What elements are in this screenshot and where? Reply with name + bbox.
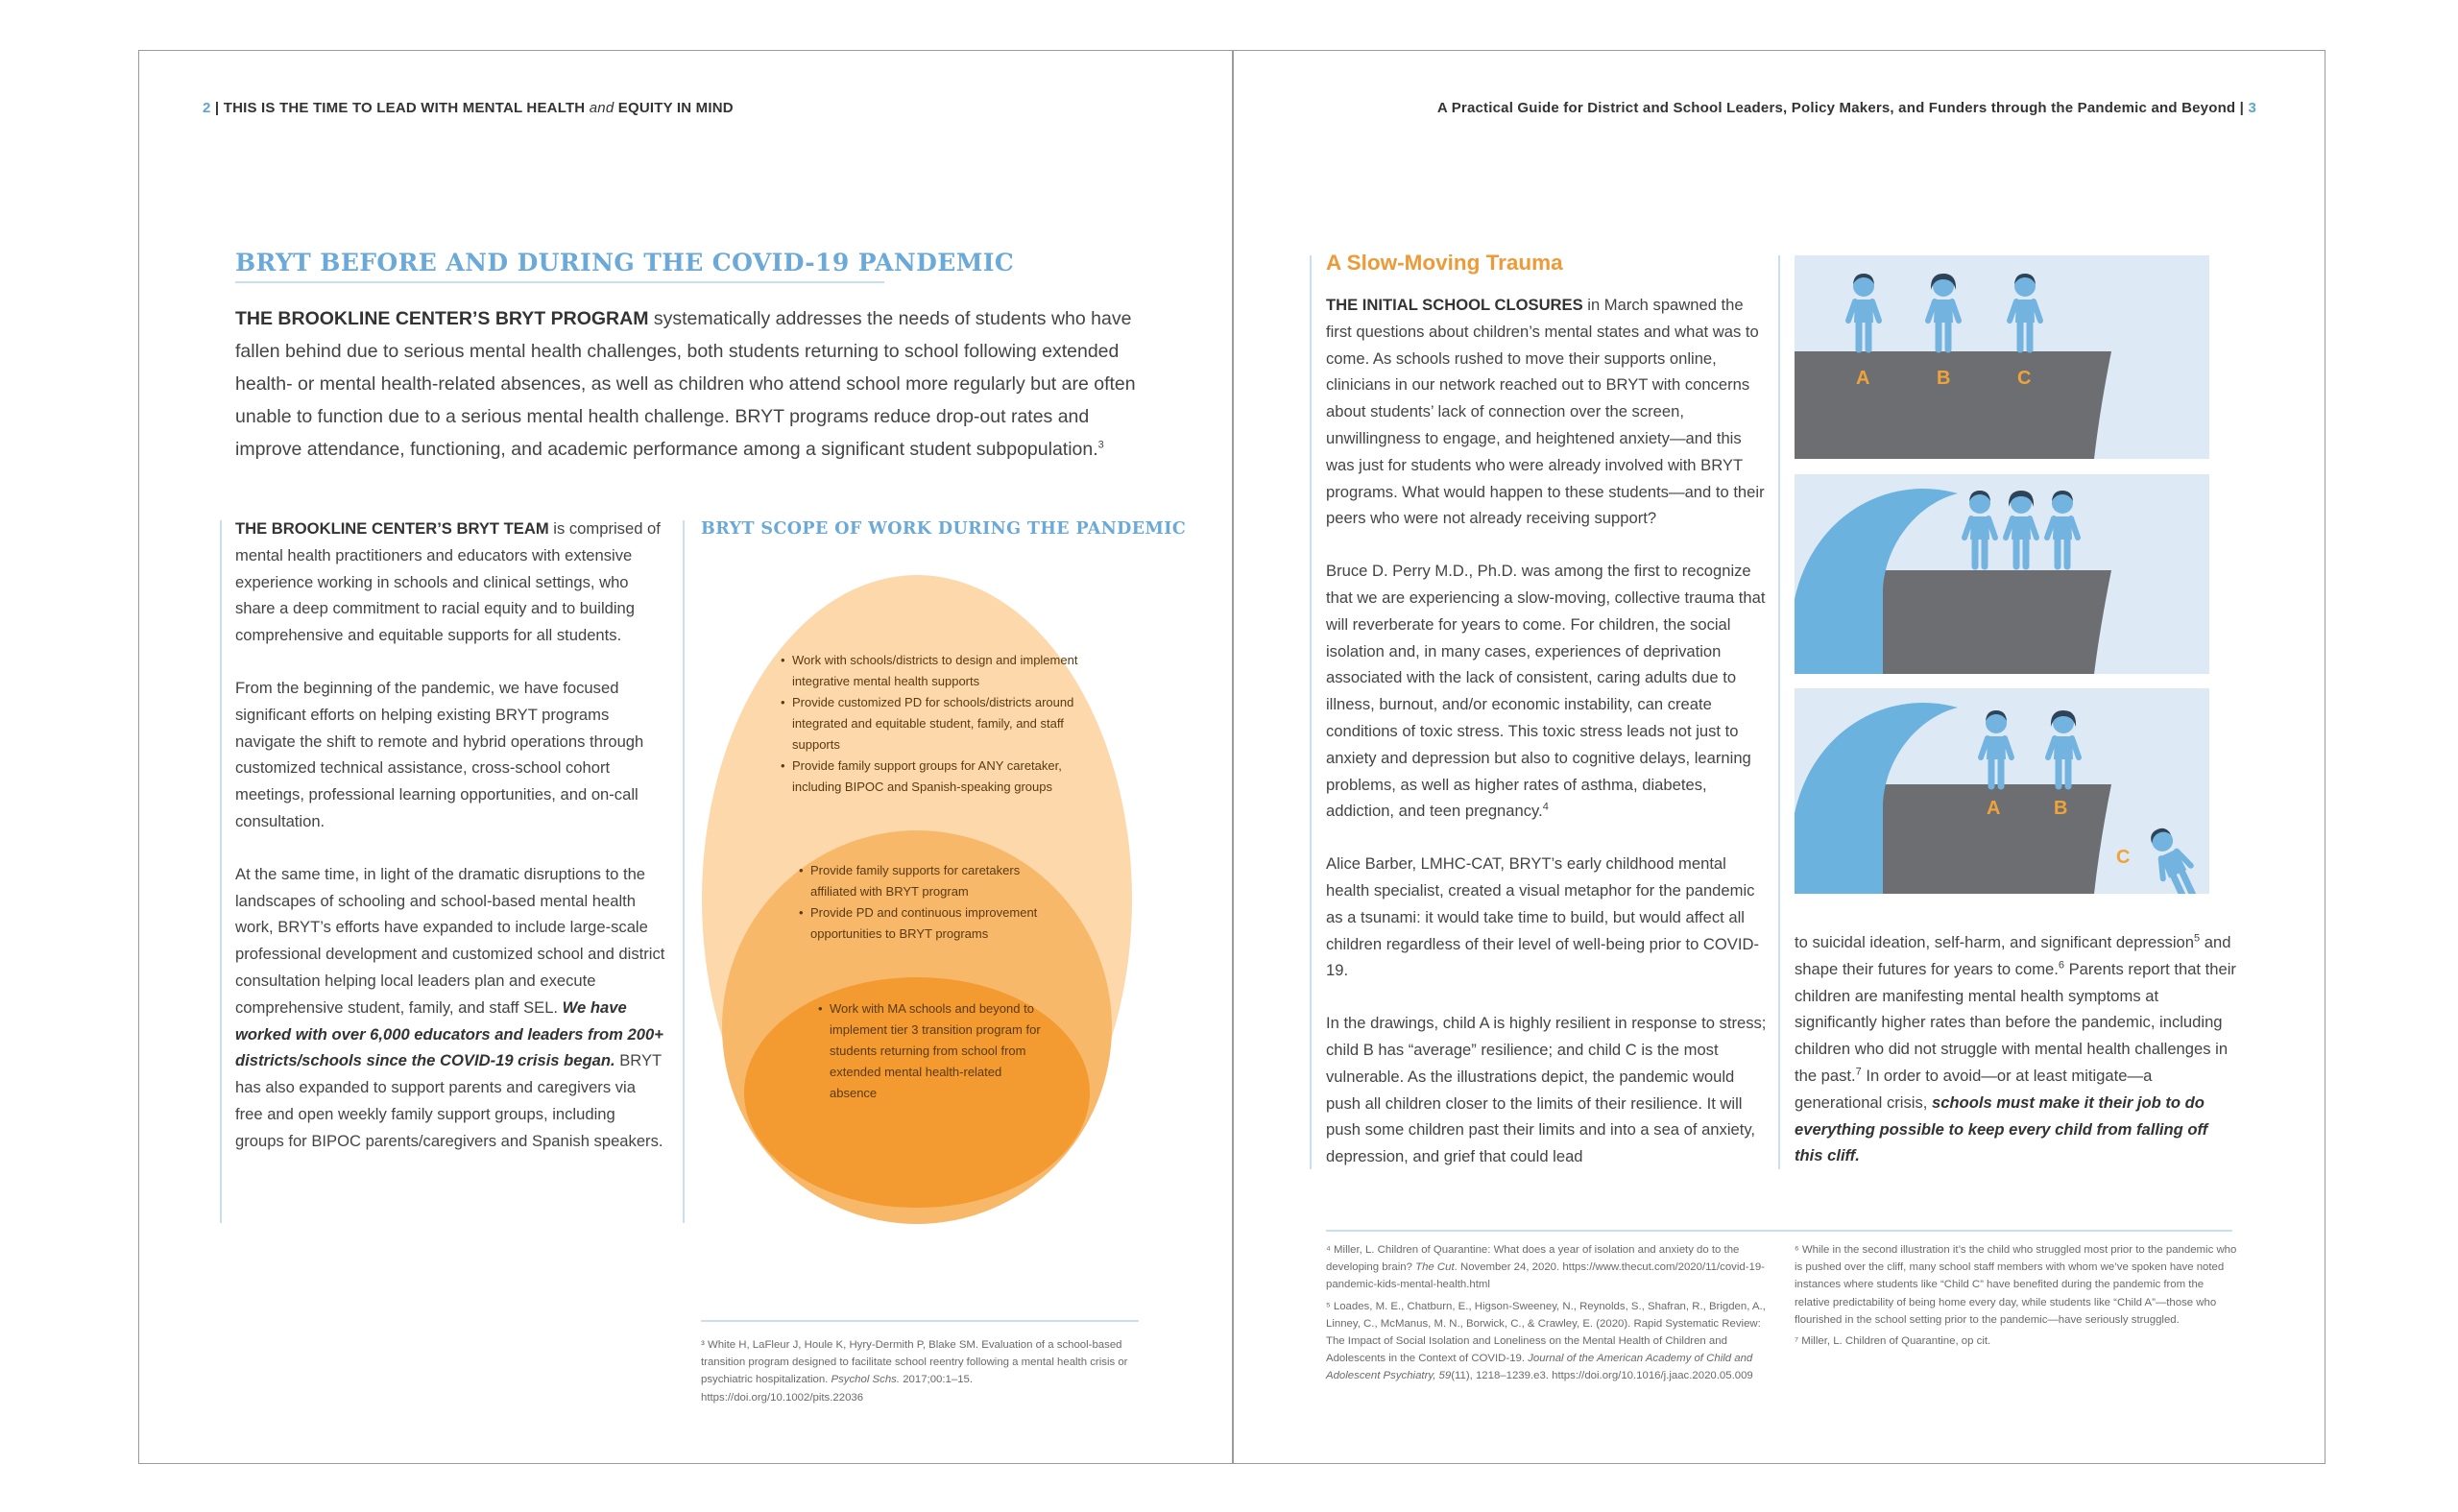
cliff: [1795, 351, 2111, 459]
footnote-4-text: ⁴ Miller, L. Children of Quarantine: What does a year of isolation and anxiety do to the developing brain?: [1326, 1244, 1740, 1274]
trauma-column-2: [1795, 929, 2238, 1195]
intro-paragraph: [235, 302, 1138, 466]
col2-emphasis: schools must make it their job to do everything possible to keep every child from falling off this cliff.: [1795, 1092, 2208, 1165]
team-paragraph-3: [235, 861, 667, 1155]
team-p3-text2: BRYT has also expanded to support parents and caregivers via free and open weekly family support groups, including groups for BIPOC parents/caregivers and Spanish speakers.: [235, 1051, 663, 1150]
trauma-paragraph-2: [1326, 558, 1770, 825]
left-footnote-rule: [701, 1320, 1139, 1322]
child-a-figure: [1981, 710, 2012, 786]
child-legs: [2016, 540, 2026, 566]
child-b-figure: [2048, 710, 2079, 786]
child-figure: [2006, 491, 2036, 566]
col2-text-3: Parents report that their children are manifesting mental health symptoms at significantly higher rates than before the pandemic, including children who did not struggle with mental health challenges in the past.: [1795, 959, 2236, 1085]
col2-text-2: and shape their futures for years to come.: [1795, 933, 2231, 978]
right-col2-rule: [1778, 255, 1780, 1169]
trauma-paragraph-3: Alice Barber, LMHC-CAT, BRYT’s early childhood mental health specialist, created a visual metaphor for the pandemic as a tsunami: it would take time to build, but would affect all children regardless of their level of well-being prior to COVID-19.: [1326, 854, 1759, 980]
trauma-p2-text: Bruce D. Perry M.D., Ph.D. was among the first to recognize that we are experiencing a slow-moving, collective trauma that will reverberate for years to come. For children, the social isolation and, in many cases, experiences of deprivation associated with the lack of consistent, caring adults due to illness, burnout, and/or economic instability, can create conditions of toxic stress. This toxic stress leads not just to anxiety and depression but also to cognitive delays, learning problems, as well as higher rates of asthma, diabetes, addiction, and teen pregnancy.: [1326, 562, 1766, 821]
child-legs: [2058, 540, 2067, 566]
team-paragraph-2: From the beginning of the pandemic, we have focused significant efforts on helping existing BRYT programs navigate the shift to remote and hybrid operations through customized technical assistance, cross-school cohort meetings, professional learning opportunities, and on-call consultation.: [235, 678, 644, 830]
child-legs: [2174, 872, 2194, 894]
left-running-head: [203, 100, 734, 116]
running-head-title-italic: and: [589, 100, 614, 116]
team-p3-emphasis: We have worked with over 6,000 educators and leaders from 200+ districts/schools since the COVID-19 crisis began.: [235, 997, 663, 1070]
scope-inner-item-1: • Work with MA schools and beyond to implement tier 3 transition program for students returning from school from extended mental health-related absence: [818, 998, 1041, 1104]
section-title-trauma: A Slow-Moving Trauma: [1326, 251, 1563, 275]
label-child-b: B: [1937, 368, 1951, 389]
col2-ref-6: 6: [2058, 959, 2064, 972]
trauma-p2-ref: 4: [1542, 801, 1549, 813]
right-page-number: 3: [2248, 100, 2256, 116]
footnote-5: [1326, 1298, 1770, 1385]
footnote-4: [1326, 1241, 1770, 1294]
cliff-scene-wave-push: [1795, 688, 2209, 894]
intro-text: systematically addresses the needs of students who have fallen behind due to serious mental health challenges, both students returning to school following extended health- or mental health-related absences, as well as children who attend school more regularly but are often unable to function due to a serious mental health challenge. BRYT programs reduce drop-out rates and improve attendance, functioning, and academic performance among a significant student subpopulation.: [235, 308, 1136, 460]
running-head-title-part1: THIS IS THE TIME TO LEAD WITH MENTAL HEALTH: [223, 100, 586, 116]
trauma-col2-paragraph: [1795, 929, 2238, 1169]
scope-outer-item-1: • Work with schools/districts to design and implement integrative mental health supports: [781, 650, 1086, 692]
scope-outer-item-2: • Provide customized PD for schools/districts around integrated and equitable student, family, and staff supports: [781, 692, 1086, 756]
illustration-panel-1: [1795, 255, 2209, 459]
running-head-title-part2: EQUITY IN MIND: [617, 100, 734, 116]
team-p3-text: At the same time, in light of the dramatic disruptions to the landscapes of schooling and school-based mental health work, BRYT’s efforts have expanded to include large-scale professional development and customized school and district consultation helping local leaders plan and execute comprehensive student, family, and staff SEL.: [235, 864, 665, 1017]
child-figure: [1964, 491, 1995, 566]
right-footnote-rule: [1326, 1230, 2232, 1232]
scope-column-rule: [683, 520, 685, 1223]
child-c-figure: [2010, 274, 2040, 349]
intro-lead-bold: THE BROOKLINE CENTER’S BRYT PROGRAM: [235, 308, 649, 329]
footnote-5-text: ⁵ Loades, M. E., Chatburn, E., Higson-Sweeney, N., Reynolds, S., Shafran, R., Brigden, A., Linney, C., McManus, M. N., Borwick, C., & Crawley, E. (2020). Rapid Systematic Review: The Impact of Social Isolation and Loneliness on the Mental Health of Children and Adolescents in the Context of COVID-19.: [1326, 1300, 1766, 1365]
right-running-head-title: A Practical Guide for District and School Leaders, Policy Makers, and Funders through the Pandemic and Beyond: [1436, 100, 2236, 116]
label-child-c: C: [2017, 368, 2032, 389]
footnote-4-italic: The Cut: [1415, 1261, 1455, 1274]
scope-middle-text: [799, 860, 1064, 945]
child-legs: [2059, 759, 2068, 786]
running-head-separator: |: [214, 100, 220, 116]
intro-footnote-ref: 3: [1097, 439, 1104, 451]
col2-text-1: to suicidal ideation, self-harm, and significant depression: [1795, 933, 2194, 951]
footnote-3-text: ³ White H, LaFleur J, Houle K, Hyry-Dermith P, Blake SM. Evaluation of a school-based transition program designed to facilitate school reentry following a mental health crisis or psychiatric hospitalization.: [701, 1339, 1128, 1386]
team-lead-bold: THE BROOKLINE CENTER’S BRYT TEAM: [235, 519, 549, 538]
section-title-bryt: BRYT BEFORE AND DURING THE COVID-19 PANDEMIC: [235, 249, 1015, 276]
right-running-head: [1437, 100, 2256, 116]
team-column: [235, 516, 667, 1181]
child-legs: [1975, 540, 1985, 566]
team-column-rule: [220, 520, 222, 1223]
cliff-scene-wave-rising: [1795, 474, 2209, 674]
right-col1-rule: [1310, 255, 1312, 1169]
col2-ref-5: 5: [2194, 932, 2201, 945]
child-b-figure: [1928, 274, 1959, 349]
team-paragraph-1: [235, 516, 667, 649]
footnote-6: ⁶ While in the second illustration it’s the child who struggled most prior to the pandemic who is pushed over the cliff, many school staff members with whom we’ve spoken have noted instances where students like “Child C” have benefited during the pandemic from the relative predictability of being home every day, while students like “Child A”—those who flourished in the school setting prior to the pandemic—have seriously struggled.: [1795, 1244, 2237, 1326]
trauma-lead-bold: THE INITIAL SCHOOL CLOSURES: [1326, 296, 1583, 314]
team-p1-text: is comprised of mental health practitioners and educators with extensive experience working in schools and clinical settings, who share a deep commitment to racial equity and to building comprehensive and equitable supports for all students.: [235, 519, 661, 645]
label-child-c: C: [2116, 847, 2131, 868]
footnotes-left-column: [1326, 1241, 1770, 1389]
illustration-panel-3: [1795, 688, 2209, 894]
left-page-number: 2: [203, 100, 211, 116]
trauma-paragraph-4: In the drawings, child A is highly resilient in response to stress; child B has “average” resilience; and child C is the most vulnerable. As the illustrations depict, the pandemic would push all children closer to the limits of their resilience. It will push some children past their limits and into a sea of anxiety, depression, and grief that could lead: [1326, 1014, 1767, 1166]
cliff-scene-calm: [1795, 255, 2209, 459]
footnote-5-italic: Journal of the American Academy of Child and Adolescent Psychiatry, 59: [1326, 1353, 1753, 1382]
col2-text-4: In order to avoid—or at least mitigate—a generational crisis,: [1795, 1066, 2153, 1112]
illustration-panel-2: [1795, 474, 2209, 674]
cliff: [1876, 570, 2111, 674]
scope-inner-text: [818, 998, 1041, 1104]
label-child-a: A: [1856, 368, 1870, 389]
footnote-5-text2: (11), 1218–1239.e3. https://doi.org/10.1016/j.jaac.2020.05.009: [1451, 1370, 1753, 1382]
child-legs: [2020, 323, 2030, 349]
trauma-paragraph-1: [1326, 292, 1770, 532]
page-spine: [1232, 50, 1234, 1464]
child-legs: [1991, 759, 2001, 786]
scope-middle-item-1: • Provide family supports for caretakers affiliated with BRYT program: [799, 860, 1064, 902]
footnote-3: [701, 1336, 1138, 1406]
label-child-a: A: [1987, 798, 2001, 819]
footnotes-right-column: [1795, 1241, 2238, 1354]
footnote-3-text2: 2017;00:1–15. https://doi.org/10.1002/pits.22036: [701, 1374, 974, 1404]
scope-outer-text: [781, 650, 1086, 798]
child-figure: [2047, 491, 2078, 566]
footnote-7: ⁷ Miller, L. Children of Quarantine, op cit.: [1795, 1335, 1991, 1348]
child-a-figure: [1848, 274, 1879, 349]
col2-ref-7: 7: [1855, 1066, 1862, 1078]
scope-outer-item-3: • Provide family support groups for ANY caretaker, including BIPOC and Spanish-speaking groups: [781, 756, 1086, 798]
trauma-column-1: [1326, 292, 1770, 1196]
right-running-head-separator: |: [2239, 100, 2245, 116]
scope-middle-item-2: • Provide PD and continuous improvement opportunities to BRYT programs: [799, 902, 1064, 945]
child-c-falling-figure: [2143, 823, 2203, 894]
child-legs: [1939, 323, 1948, 349]
child-legs: [1859, 323, 1868, 349]
scope-title: BRYT SCOPE OF WORK DURING THE PANDEMIC: [701, 519, 1187, 539]
footnote-3-journal: Psychol Schs.: [831, 1374, 901, 1386]
footnote-4-text2: . November 24, 2020. https://www.thecut.com/2020/11/covid-19-pandemic-kids-mental-health.html: [1326, 1261, 1765, 1291]
trauma-p1-text: in March spawned the first questions about children’s mental states and what was to come. As schools rushed to move their supports online, clinicians in our network reached out to BRYT with concerns about students’ lack of connection over the screen, unwillingness to engage, and heightened anxiety—and this was just for students who were already involved with BRYT programs. What would happen to these students—and to their peers who were not already receiving support?: [1326, 296, 1765, 528]
label-child-b: B: [2054, 798, 2068, 819]
section-title-underline: [235, 281, 884, 283]
